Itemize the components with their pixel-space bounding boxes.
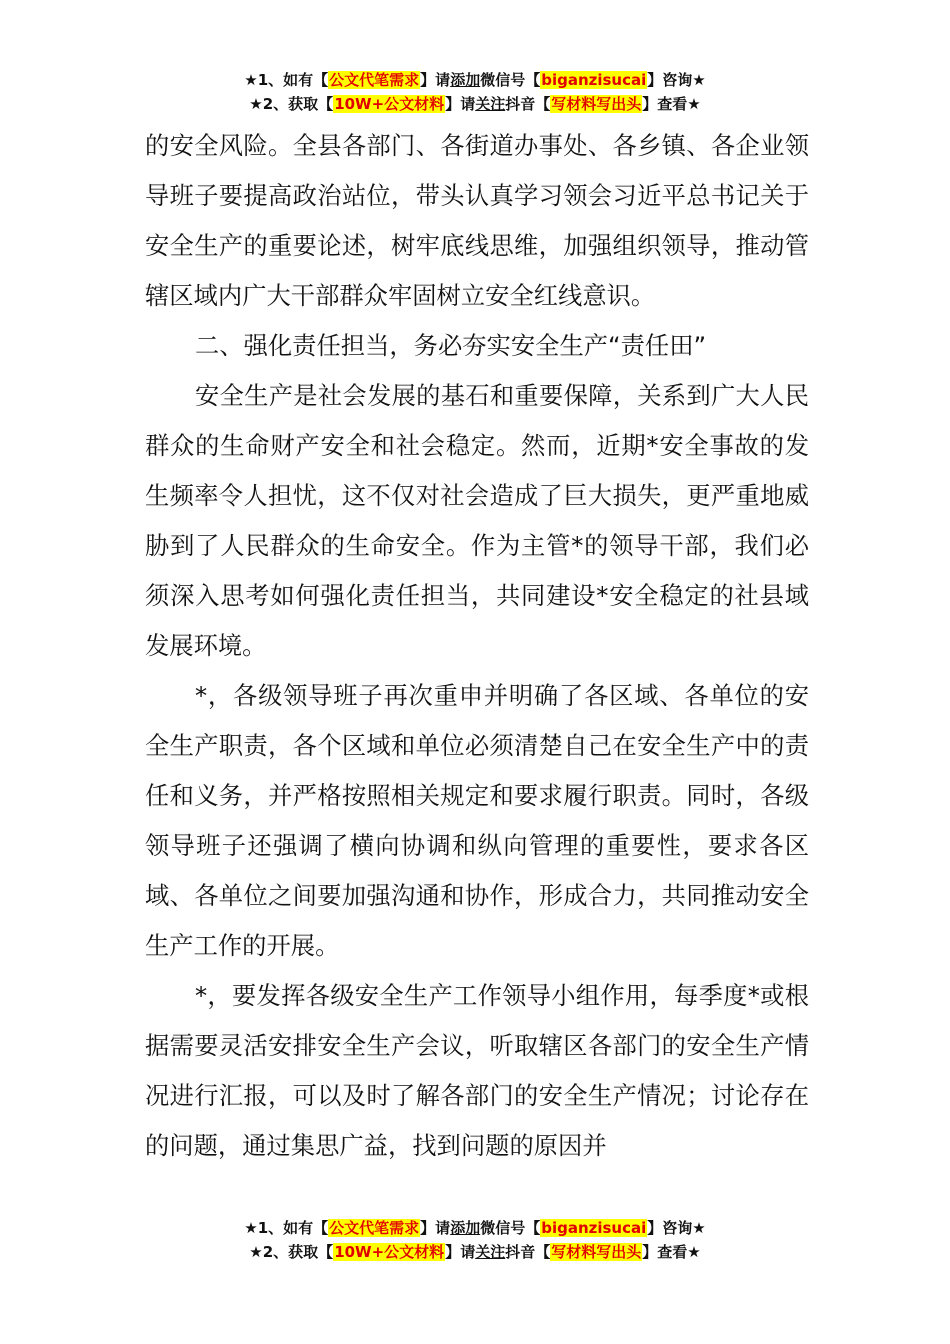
star-icon: ★ (244, 1219, 258, 1237)
promo-text: 2、获取【 (262, 1243, 334, 1261)
promo-text: 2、获取【 (262, 95, 334, 113)
highlight-text: 公文代笔需求 (329, 1219, 420, 1237)
underlined-text: 添加 (450, 1219, 481, 1237)
paragraph: *，各级领导班子再次重申并明确了各区域、各单位的安全生产职责，各个区域和单位必须清楚自己在安全生产中的责任和义务，并严格按照相关规定和要求履行职责。同时，各级领导班子还强调了横向协调和纵向管理的重要性，要求各区域、各单位之间要加强沟通和协作，形成合力，共同推动安全生产工作的开展。 (145, 681, 809, 960)
paragraph: 的安全风险。全县各部门、各街道办事处、各乡镇、各企业领导班子要提高政治站位，带头认真学习领会习近平总书记关于安全生产的重要论述，树牢底线思维，加强组织领导，推动管辖区域内广大干部群众牢固树立安全红线意识。 (145, 131, 809, 310)
douyin-account: 写材料写出头 (551, 95, 642, 113)
douyin-account: 写材料写出头 (551, 1243, 642, 1261)
promo-text: 抖音【 (505, 1243, 551, 1261)
underlined-text: 关注 (475, 95, 506, 113)
section-heading: 二、强化责任担当，务必夯实安全生产“责任田” (195, 331, 707, 360)
promo-text: 】请 (420, 71, 451, 89)
promo-text: 】请 (445, 95, 476, 113)
top-promo-banner (0, 68, 950, 116)
underlined-text: 关注 (475, 1243, 506, 1261)
promo-text: 】咨询★ (647, 1219, 706, 1237)
promo-line-2 (0, 92, 950, 116)
promo-text: 】查看★ (642, 1243, 701, 1261)
promo-text: 微信号【 (480, 1219, 541, 1237)
promo-text: 】请 (445, 1243, 476, 1261)
wechat-id: biganzisucai (541, 1219, 647, 1237)
promo-text: 1、如有【 (257, 71, 329, 89)
promo-text: 】查看★ (642, 95, 701, 113)
document-body (145, 121, 809, 1171)
star-icon: ★ (249, 95, 263, 113)
promo-text: 】咨询★ (647, 71, 706, 89)
highlight-text: 10W+公文材料 (334, 95, 445, 113)
paragraph: *，要发挥各级安全生产工作领导小组作用，每季度*或根据需要灵活安排安全生产会议，听取辖区各部门的安全生产情况进行汇报，可以及时了解各部门的安全生产情况；讨论存在的问题，通过集思广益，找到问题的原因并 (145, 981, 809, 1160)
star-icon: ★ (249, 1243, 263, 1261)
bottom-promo-banner (0, 1216, 950, 1264)
promo-line-1 (0, 1216, 950, 1240)
wechat-id: biganzisucai (541, 71, 647, 89)
underlined-text: 添加 (450, 71, 481, 89)
promo-text: 1、如有【 (257, 1219, 329, 1237)
star-icon: ★ (244, 71, 258, 89)
promo-line-2 (0, 1240, 950, 1264)
highlight-text: 公文代笔需求 (329, 71, 420, 89)
highlight-text: 10W+公文材料 (334, 1243, 445, 1261)
promo-line-1 (0, 68, 950, 92)
paragraph: 安全生产是社会发展的基石和重要保障，关系到广大人民群众的生命财产安全和社会稳定。然而，近期*安全事故的发生频率令人担忧，这不仅对社会造成了巨大损失，更严重地威胁到了人民群众的生命安全。作为主管*的领导干部，我们必须深入思考如何强化责任担当，共同建设*安全稳定的社县域发展环境。 (145, 381, 809, 660)
promo-text: 】请 (420, 1219, 451, 1237)
promo-text: 微信号【 (480, 71, 541, 89)
promo-text: 抖音【 (505, 95, 551, 113)
